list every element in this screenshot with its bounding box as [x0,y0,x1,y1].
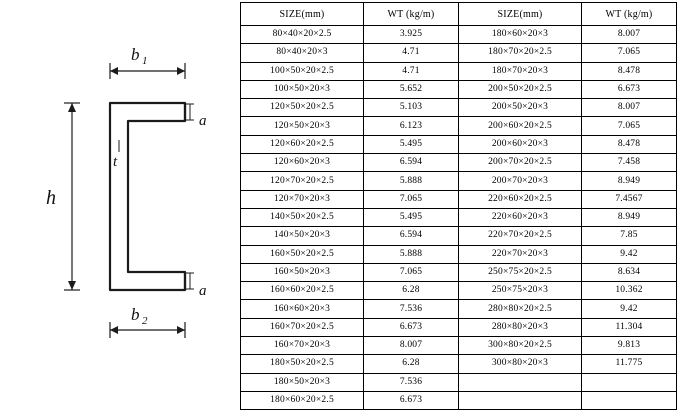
table-cell: 220×60×20×3 [459,208,582,226]
table-cell: 7.85 [582,227,677,245]
table-cell: 9.42 [582,245,677,263]
table-row [241,355,677,373]
table-cell: 8.478 [582,62,677,80]
table-cell: 120×70×20×3 [241,190,364,208]
table-cell: 8.949 [582,172,677,190]
table-cell: 160×70×20×2.5 [241,318,364,336]
table-cell: 200×60×20×3 [459,135,582,153]
table-cell: 200×70×20×3 [459,172,582,190]
c-channel-drawing [0,0,240,409]
table-cell: 200×50×20×3 [459,99,582,117]
table-cell: 7.065 [364,190,459,208]
table-cell: 120×70×20×2.5 [241,172,364,190]
table-cell: 5.495 [364,135,459,153]
table-cell: 250×75×20×3 [459,282,582,300]
table-cell: 160×50×20×3 [241,263,364,281]
table-cell: 180×50×20×3 [241,373,364,391]
table-cell: 9.42 [582,300,677,318]
b2-arrow-right [177,326,185,334]
table-row [241,245,677,263]
table-row [241,318,677,336]
table-cell: 5.103 [364,99,459,117]
table-cell: 5.495 [364,208,459,226]
b1-arrow-right [177,67,185,75]
b1-arrow-left [110,67,118,75]
table-cell: 100×50×20×3 [241,80,364,98]
table-cell [459,373,582,391]
c-profile-outline [110,103,185,290]
label-a-bottom: a [199,283,207,299]
table-cell: 80×40×20×3 [241,44,364,62]
header-size-2: SIZE(mm) [459,3,582,26]
table-row [241,80,677,98]
table-row [241,172,677,190]
table-cell: 280×80×20×2.5 [459,300,582,318]
table-cell: 300×80×20×3 [459,355,582,373]
table-cell: 6.123 [364,117,459,135]
table-cell: 140×50×20×3 [241,227,364,245]
table-row [241,190,677,208]
label-b2: b [131,305,140,324]
b2-arrow-left [110,326,118,334]
table-cell: 180×60×20×2.5 [241,391,364,409]
table-cell: 5.888 [364,245,459,263]
table-cell: 10.362 [582,282,677,300]
section-diagram [0,0,240,409]
table-cell: 250×75×20×2.5 [459,263,582,281]
table-cell: 180×50×20×2.5 [241,355,364,373]
table-cell [582,391,677,409]
table-cell: 9.813 [582,337,677,355]
table-cell: 7.458 [582,154,677,172]
table-row [241,373,677,391]
table-cell: 280×80×20×3 [459,318,582,336]
table-cell: 200×60×20×2.5 [459,117,582,135]
table-row [241,337,677,355]
table-row [241,208,677,226]
table-cell: 220×70×20×2.5 [459,227,582,245]
table-cell: 6.28 [364,282,459,300]
table-cell: 7.4567 [582,190,677,208]
table-cell: 200×70×20×2.5 [459,154,582,172]
table-cell: 220×70×20×3 [459,245,582,263]
table-cell: 4.71 [364,44,459,62]
table-cell: 120×60×20×2.5 [241,135,364,153]
header-wt-1: WT (kg/m) [364,3,459,26]
table-row [241,135,677,153]
table-row [241,282,677,300]
table-cell: 160×50×20×2.5 [241,245,364,263]
table-cell: 120×60×20×3 [241,154,364,172]
table-cell: 6.673 [364,391,459,409]
table-cell: 7.065 [364,263,459,281]
table-cell: 8.007 [582,26,677,44]
label-a-top: a [199,113,207,129]
table-cell: 180×70×20×3 [459,62,582,80]
table-row [241,263,677,281]
table-cell: 7.536 [364,300,459,318]
table-cell: 140×50×20×2.5 [241,208,364,226]
table-row [241,227,677,245]
header-size-1: SIZE(mm) [241,3,364,26]
table-header-row [241,3,677,26]
table-cell: 11.304 [582,318,677,336]
table-row [241,391,677,409]
table-cell: 7.536 [364,373,459,391]
table-cell [582,373,677,391]
label-t: t [113,154,118,170]
table-row [241,26,677,44]
spec-table-container [240,2,678,410]
table-cell: 11.775 [582,355,677,373]
table-cell: 8.478 [582,135,677,153]
table-cell: 6.594 [364,227,459,245]
table-cell: 160×70×20×3 [241,337,364,355]
table-cell: 120×50×20×2.5 [241,99,364,117]
table-cell: 120×50×20×3 [241,117,364,135]
table-cell: 8.007 [582,99,677,117]
table-cell: 180×70×20×2.5 [459,44,582,62]
table-cell: 200×50×20×2.5 [459,80,582,98]
table-cell: 7.065 [582,117,677,135]
table-cell: 6.28 [364,355,459,373]
spec-table [240,2,677,410]
table-cell: 160×60×20×2.5 [241,282,364,300]
table-cell: 7.065 [582,44,677,62]
table-cell: 80×40×20×2.5 [241,26,364,44]
table-cell [459,391,582,409]
label-b1-sub: 1 [142,55,148,67]
table-body [241,26,677,410]
header-wt-2: WT (kg/m) [582,3,677,26]
table-row [241,154,677,172]
table-row [241,99,677,117]
table-row [241,62,677,80]
table-cell: 8.634 [582,263,677,281]
h-arrow-bottom [68,281,76,290]
table-cell: 4.71 [364,62,459,80]
table-cell: 300×80×20×2.5 [459,337,582,355]
table-cell: 180×60×20×3 [459,26,582,44]
table-cell: 5.888 [364,172,459,190]
label-b2-sub: 2 [142,315,148,327]
table-row [241,44,677,62]
table-cell: 5.652 [364,80,459,98]
label-h: h [46,187,56,209]
table-cell: 160×60×20×3 [241,300,364,318]
table-cell: 8.007 [364,337,459,355]
table-cell: 220×60×20×2.5 [459,190,582,208]
label-b1: b [131,45,140,64]
table-cell: 6.673 [582,80,677,98]
table-cell: 3.925 [364,26,459,44]
table-cell: 6.594 [364,154,459,172]
table-row [241,300,677,318]
table-row [241,117,677,135]
table-cell: 100×50×20×2.5 [241,62,364,80]
table-cell: 6.673 [364,318,459,336]
h-arrow-top [68,103,76,112]
table-cell: 8.949 [582,208,677,226]
